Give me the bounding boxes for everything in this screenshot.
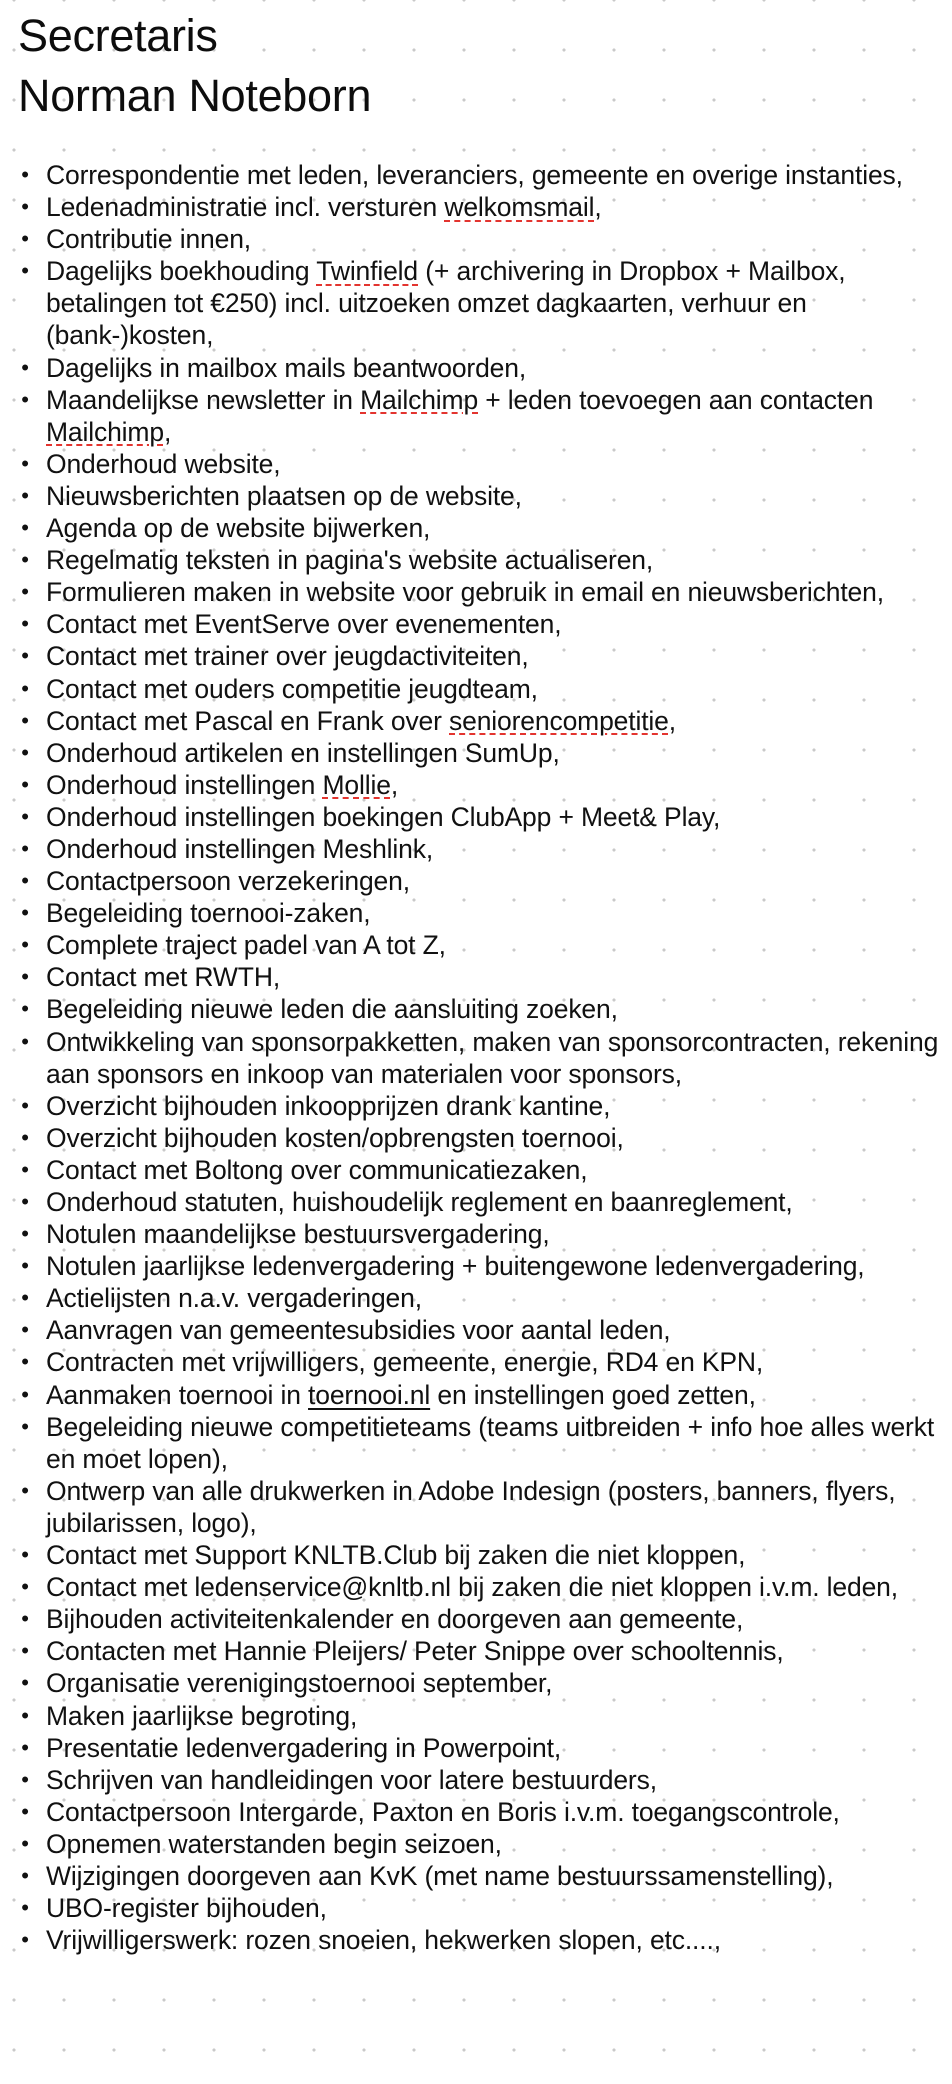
list-item-text[interactable] [46,1733,561,1763]
list-item[interactable] [0,897,940,929]
list-item-text[interactable] [46,898,370,928]
bullet-icon: • [21,1895,29,1921]
list-item-text[interactable] [46,577,884,607]
list-item[interactable] [0,801,940,833]
bullet-icon: • [21,1477,29,1503]
list-item[interactable] [0,352,940,384]
list-item-text[interactable] [46,1187,793,1217]
text-segment: Contact met EventServe over evenementen, [46,609,562,640]
list-item[interactable] [0,223,940,255]
title-person[interactable]: Norman Noteborn [18,70,372,121]
list-item[interactable] [0,705,940,737]
bullet-icon: • [21,226,29,252]
spellcheck-flagged-word[interactable]: welkomsmail [444,192,595,223]
text-segment: Nieuwsberichten plaatsen op de website, [46,480,522,511]
list-item[interactable] [0,993,940,1025]
text-segment: Begeleiding nieuwe leden die aansluiting zoeken, [46,994,618,1025]
bullet-icon: • [21,707,29,733]
text-segment: Agenda op de website bijwerken, [46,513,431,544]
text-segment: Ontwikkeling van sponsorpakketten, maken van sponsorcontracten, rekening aan sponsors en inkoop van materialen voor sponsors, [46,1026,939,1089]
list-item[interactable] [0,1122,940,1154]
list-item-text[interactable] [46,513,430,543]
list-item[interactable] [0,1764,940,1796]
list-item-text[interactable] [46,1540,745,1570]
list-item-text[interactable] [46,353,526,383]
note-title[interactable] [0,0,952,126]
list-item[interactable] [0,480,940,512]
list-item-text[interactable] [46,962,280,992]
bullet-icon: • [21,771,29,797]
text-segment: Maken jaarlijkse begroting, [46,1700,358,1731]
list-item[interactable] [0,640,940,672]
text-segment: Contributie innen, [46,224,252,255]
bullet-icon: • [21,1413,29,1439]
bullet-icon: • [21,868,29,894]
list-item[interactable] [0,737,940,769]
bullet-icon: • [21,1156,29,1182]
list-item[interactable] [0,384,940,448]
text-segment: Onderhoud statuten, huishoudelijk reglement en baanreglement, [46,1187,793,1217]
bullet-icon: • [21,996,29,1022]
list-item-text[interactable] [46,930,446,960]
bullet-icon: • [21,1285,29,1311]
bullet-icon: • [21,1574,29,1600]
list-item-text[interactable] [46,738,560,768]
list-item-text[interactable] [46,1347,763,1377]
list-item-text[interactable] [46,1251,865,1281]
list-item-text[interactable] [46,866,410,896]
text-segment: Contact met trainer over jeugdactiviteiten, [46,641,529,672]
bullet-icon: • [21,1317,29,1343]
text-segment: , [163,416,172,447]
list-item-text[interactable] [46,1829,502,1859]
spellcheck-flagged-word[interactable]: Mailchimp [360,384,479,415]
bullet-icon: • [21,1381,29,1407]
bullet-icon: • [21,611,29,637]
list-item-text[interactable] [46,1027,938,1089]
bullet-icon: • [21,1766,29,1792]
text-segment: Contact met ledenservice@knltb.nl bij zaken die niet kloppen i.v.m. leden, [46,1572,898,1603]
list-item-text[interactable] [46,481,522,511]
list-item[interactable] [0,1667,940,1699]
list-item-text[interactable] [46,994,618,1024]
list-item[interactable] [0,159,940,191]
text-segment: Aanmaken toernooi in [46,1379,309,1410]
link[interactable]: toernooi.nl [308,1379,431,1410]
list-item-text[interactable] [46,802,720,832]
list-item-text[interactable] [46,160,903,190]
list-item[interactable] [0,961,940,993]
list-item-text[interactable] [46,1412,934,1474]
list-item[interactable] [0,1411,940,1475]
list-item[interactable] [0,448,940,480]
text-segment: Notulen jaarlijkse ledenvergadering + buitengewone ledenvergadering, [46,1251,865,1282]
list-item-text[interactable] [46,834,433,864]
bullet-icon: • [21,643,29,669]
list-item-text[interactable] [46,1219,550,1249]
text-segment: Overzicht bijhouden inkoopprijzen drank kantine, [46,1090,611,1121]
bullet-icon: • [21,675,29,701]
list-item[interactable] [0,1828,940,1860]
list-item-text[interactable] [46,1283,422,1313]
list-item[interactable] [0,1732,940,1764]
list-item[interactable] [0,1796,940,1828]
list-item[interactable] [0,1571,940,1603]
title-role[interactable]: Secretaris [18,10,218,61]
text-segment: Opnemen waterstanden begin seizoen, [46,1828,502,1859]
list-item-text[interactable] [46,1668,552,1698]
list-item-text[interactable] [46,449,280,479]
list-item[interactable] [0,191,940,223]
list-item-text[interactable] [46,192,602,222]
list-item-text[interactable] [46,674,538,704]
bullet-icon: • [21,1862,29,1888]
bullet-icon: • [21,1253,29,1279]
bullet-icon: • [21,1734,29,1760]
bullet-icon: • [21,1927,29,1953]
list-item[interactable] [0,1026,940,1090]
text-segment: Correspondentie met leden, leveranciers, gemeente en overige instanties, [46,160,903,190]
text-segment: Vrijwilligerswerk: rozen snoeien, hekwerken slopen, etc...., [46,1925,721,1956]
bullet-icon: • [21,1124,29,1150]
list-item[interactable] [0,1860,940,1892]
list-item-text[interactable] [46,1765,657,1795]
list-item-text[interactable] [46,1701,357,1731]
bullet-icon: • [21,1028,29,1054]
list-item[interactable] [0,1282,940,1314]
bullet-icon: • [21,354,29,380]
text-segment: Maandelijkse newsletter in [46,384,361,415]
list-item[interactable] [0,865,940,897]
text-segment: Dagelijks in mailbox mails beantwoorden, [46,352,527,383]
bullet-icon: • [21,194,29,220]
list-item[interactable] [0,544,940,576]
spellcheck-flagged-word[interactable]: seniorencompetitie [449,705,669,736]
text-segment: + leden toevoegen aan contacten [478,384,874,415]
list-item-text[interactable] [46,1091,610,1121]
list-item[interactable] [0,1090,940,1122]
text-segment: Presentatie ledenvergadering in Powerpoint, [46,1732,562,1763]
list-item[interactable] [0,833,940,865]
list-item[interactable] [0,929,940,961]
text-segment: Complete traject padel van A tot Z, [46,930,446,961]
list-item[interactable] [0,1250,940,1282]
text-segment: Organisatie verenigingstoernooi september, [46,1668,553,1699]
text-segment: en instellingen goed zetten, [430,1379,756,1410]
list-item-text[interactable] [46,706,676,736]
text-segment: UBO-register bijhouden, [46,1893,327,1924]
bullet-icon: • [21,1798,29,1824]
list-item[interactable] [0,1539,940,1571]
list-item[interactable] [0,1892,940,1924]
list-item-text[interactable] [46,1925,721,1955]
text-segment: Contact met Pascal en Frank over [46,705,450,736]
bullet-icon: • [21,482,29,508]
bullet-icon: • [21,1830,29,1856]
text-segment: , [668,705,676,736]
list-item[interactable] [0,1635,940,1667]
list-item[interactable] [0,1218,940,1250]
text-segment: Onderhoud instellingen boekingen ClubApp + Meet& Play, [46,801,721,832]
text-segment: Bijhouden activiteitenkalender en doorgeven aan gemeente, [46,1604,744,1635]
text-segment: Ontwerp van alle drukwerken in Adobe Indesign (posters, banners, flyers, jubilarissen, logo), [46,1475,896,1538]
text-segment: Onderhoud website, [46,448,281,479]
bullet-icon: • [21,515,29,541]
spellcheck-flagged-word[interactable]: Mailchimp [46,416,164,447]
list-item-text[interactable] [46,609,561,639]
list-item-text[interactable] [46,256,846,350]
text-segment: Overzicht bijhouden kosten/opbrengsten toernooi, [46,1122,624,1153]
text-segment: Ledenadministratie incl. versturen [46,192,445,223]
list-item-text[interactable] [46,385,873,447]
list-item-text[interactable] [46,1315,671,1345]
bullet-icon: • [21,1702,29,1728]
text-segment: Begeleiding nieuwe competitieteams (teams uitbreiden + info hoe alles werkt en moet lopen), [46,1411,935,1474]
text-segment: , [594,192,602,223]
text-segment: Regelmatig teksten in pagina's website actualiseren, [46,545,654,576]
list-item-text[interactable] [46,224,251,254]
bullet-icon: • [21,932,29,958]
bullet-icon: • [21,162,29,187]
list-item-text[interactable] [46,1155,587,1185]
list-item[interactable] [0,1475,940,1539]
list-item-text[interactable] [46,1604,743,1634]
bullet-icon: • [21,450,29,476]
list-item-text[interactable] [46,1893,327,1923]
list-item[interactable] [0,1186,940,1218]
text-segment: (+ archivering in Dropbox + Mailbox, betalingen tot €250) incl. uitzoeken omzet dagkaarten, verhuur en (bank-)kosten, [46,256,846,351]
list-item-text[interactable] [46,545,653,575]
text-segment: Schrijven van handleidingen voor latere bestuurders, [46,1764,657,1795]
bullet-icon: • [21,579,29,605]
bullet-icon: • [21,386,29,412]
list-item-text[interactable] [46,1572,898,1602]
task-list[interactable] [0,159,940,1956]
list-item[interactable] [0,1924,940,1956]
bullet-icon: • [21,1542,29,1568]
list-item[interactable] [0,576,940,608]
text-segment: Onderhoud instellingen Meshlink, [46,833,434,864]
bullet-icon: • [21,1670,29,1696]
text-segment: Begeleiding toernooi-zaken, [46,898,371,929]
list-item-text[interactable] [46,1636,784,1666]
bullet-icon: • [21,258,29,284]
list-item[interactable] [0,1346,940,1378]
text-segment: Contact met RWTH, [46,962,281,993]
bullet-icon: • [21,1606,29,1632]
list-item-text[interactable] [46,1797,840,1827]
list-item[interactable] [0,769,940,801]
list-item[interactable] [0,1314,940,1346]
list-item-text[interactable] [46,641,529,671]
list-item-text[interactable] [46,1476,895,1538]
list-item[interactable] [0,673,940,705]
list-item-text[interactable] [46,1380,756,1410]
bullet-icon: • [21,964,29,990]
text-segment: Contact met Support KNLTB.Club bij zaken die niet kloppen, [46,1540,746,1571]
bullet-icon: • [21,739,29,765]
list-item[interactable] [0,1379,940,1411]
bullet-icon: • [21,1189,29,1214]
text-segment: Contact met Boltong over communicatiezaken, [46,1154,588,1185]
list-item[interactable] [0,512,940,544]
text-segment: Contactpersoon Intergarde, Paxton en Boris i.v.m. toegangscontrole, [46,1796,840,1827]
list-item[interactable] [0,1154,940,1186]
list-item[interactable] [0,608,940,640]
bullet-icon: • [21,900,29,926]
list-item-text[interactable] [46,1861,833,1891]
text-segment: Onderhoud artikelen en instellingen SumUp, [46,737,560,768]
bullet-icon: • [21,547,29,573]
list-item-text[interactable] [46,1123,624,1153]
text-segment: Notulen maandelijkse bestuursvergadering, [46,1219,550,1250]
text-segment: Contacten met Hannie Pleijers/ Peter Snippe over schooltennis, [46,1636,784,1667]
text-segment: Contactpersoon verzekeringen, [46,866,410,897]
bullet-icon: • [21,803,29,829]
text-segment: Aanvragen van gemeentesubsidies voor aantal leden, [46,1315,671,1346]
text-segment: Wijzigingen doorgeven aan KvK (met name bestuurssamenstelling), [46,1860,834,1891]
spellcheck-flagged-word[interactable]: Mollie [322,769,391,800]
bullet-icon: • [21,1638,29,1664]
text-segment: Dagelijks boekhouding [46,256,317,287]
text-segment: Actielijsten n.a.v. vergaderingen, [46,1283,422,1314]
bullet-icon: • [21,1349,29,1375]
spellcheck-flagged-word[interactable]: Twinfield [316,256,419,287]
list-item[interactable] [0,1603,940,1635]
bullet-icon: • [21,1092,29,1118]
text-segment: Onderhoud instellingen [46,769,323,800]
text-segment: , [390,769,399,800]
text-segment: Contracten met vrijwilligers, gemeente, energie, RD4 en KPN, [46,1347,764,1378]
list-item-text[interactable] [46,770,398,800]
bullet-icon: • [21,835,29,861]
bullet-icon: • [21,1221,29,1247]
list-item[interactable] [0,1700,940,1732]
list-item[interactable] [0,255,940,351]
text-segment: Formulieren maken in website voor gebruik in email en nieuwsberichten, [46,577,884,608]
text-segment: Contact met ouders competitie jeugdteam, [46,673,538,704]
